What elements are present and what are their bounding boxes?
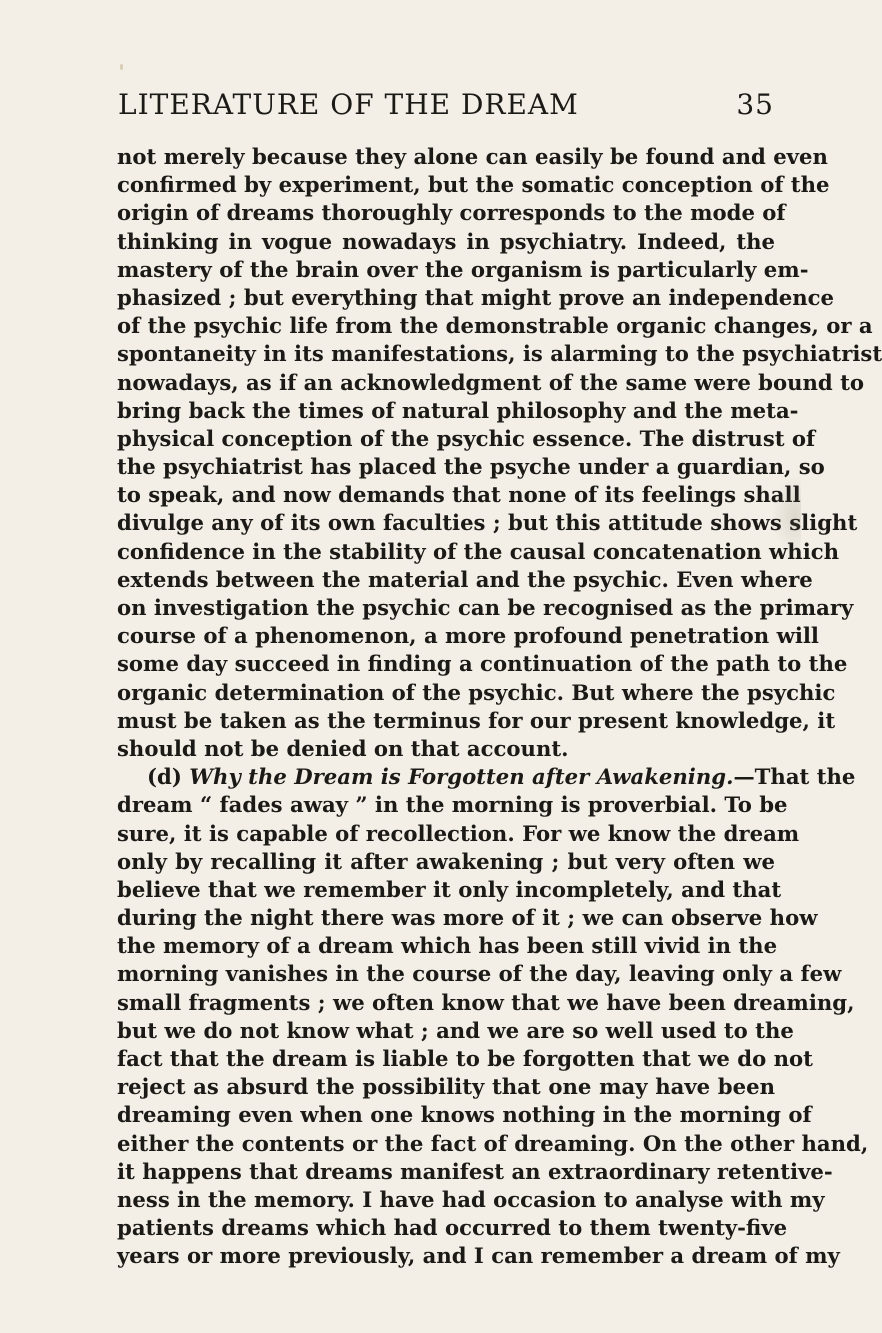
text-line: not merely because they alone can easily be found and even — [117, 144, 828, 169]
text-line: confirmed by experiment, but the somatic conception of the — [117, 172, 830, 198]
text-line: some day succeed in finding a continuation of the path to the — [117, 651, 848, 677]
text-line: nowadays, as if an acknowledgment of the same were bound to — [117, 369, 865, 395]
text-line: during the night there was more of it ; we can observe how — [117, 905, 818, 931]
paragraph-end-line: should not be denied on that account. — [117, 735, 569, 761]
text-line: extends between the material and the psychic. Even where — [117, 566, 813, 592]
section-first-line: —That the — [733, 764, 856, 790]
text-line: it happens that dreams manifest an extraordinary retentive- — [117, 1158, 833, 1184]
running-title: LITERATURE OF THE DREAM — [118, 88, 579, 121]
text-line: origin of dreams thoroughly corresponds to the mode of — [117, 200, 786, 226]
body-text — [117, 143, 882, 1271]
text-line: fact that the dream is liable to be forgotten that we do not — [117, 1046, 813, 1071]
section-heading: Why the Dream is Forgotten after Awakening. — [189, 764, 734, 790]
text-line: dream “ fades away ” in the morning is proverbial. To be — [117, 792, 788, 818]
text-line: thinking in vogue nowadays in psychiatry. Indeed, the — [117, 228, 775, 254]
text-line: the psychiatrist has placed the psyche under a guardian, so — [117, 454, 825, 480]
text-line: mastery of the brain over the organism is particularly em- — [117, 256, 809, 282]
text-line: dreaming even when one knows nothing in the morning of — [117, 1102, 812, 1128]
text-line: physical conception of the psychic essence. The distrust of — [117, 425, 816, 451]
text-line: years or more previously, and I can remember a dream of my — [117, 1243, 840, 1269]
page-number: 35 — [736, 88, 774, 121]
section-heading-line — [117, 763, 856, 791]
text-line: course of a phenomenon, a more profound penetration will — [117, 623, 819, 649]
ink-bleed-through — [771, 475, 801, 555]
text-line: only by recalling it after awakening ; but very often we — [117, 848, 775, 874]
text-line: reject as absurd the possibility that one may have been — [117, 1074, 775, 1100]
text-line: phasized ; but everything that might prove an independence — [117, 284, 835, 310]
running-head — [118, 88, 774, 128]
text-line: spontaneity in its manifestations, is alarming to the psychiatrist — [117, 341, 882, 367]
text-line: morning vanishes in the course of the day, leaving only a few — [117, 961, 842, 987]
paper-speck — [120, 64, 123, 70]
text-line: of the psychic life from the demonstrable organic changes, or a — [117, 313, 873, 339]
text-line: ness in the memory. I have had occasion to analyse with my — [117, 1186, 825, 1212]
text-line: must be taken as the terminus for our present knowledge, it — [117, 707, 836, 733]
text-line: confidence in the stability of the causal concatenation which — [117, 538, 840, 564]
text-line: patients dreams which had occurred to them twenty-five — [117, 1215, 788, 1241]
text-line: the memory of a dream which has been still vivid in the — [117, 933, 778, 959]
text-line: but we do not know what ; and we are so well used to the — [117, 1017, 794, 1043]
text-line: believe that we remember it only incompletely, and that — [117, 876, 782, 902]
section-marker: (d) — [147, 764, 182, 790]
text-line: divulge any of its own faculties ; but this attitude shows slight — [117, 510, 858, 536]
text-line: bring back the times of natural philosophy and the meta- — [117, 397, 799, 423]
text-line: sure, it is capable of recollection. For we know the dream — [117, 820, 800, 846]
text-line: either the contents or the fact of dreaming. On the other hand, — [117, 1130, 869, 1156]
text-line: to speak, and now demands that none of its feelings shall — [117, 482, 801, 508]
text-line: on investigation the psychic can be recognised as the primary — [117, 595, 854, 620]
text-line: organic determination of the psychic. But where the psychic — [117, 679, 836, 705]
text-line: small fragments ; we often know that we have been dreaming, — [117, 989, 855, 1015]
